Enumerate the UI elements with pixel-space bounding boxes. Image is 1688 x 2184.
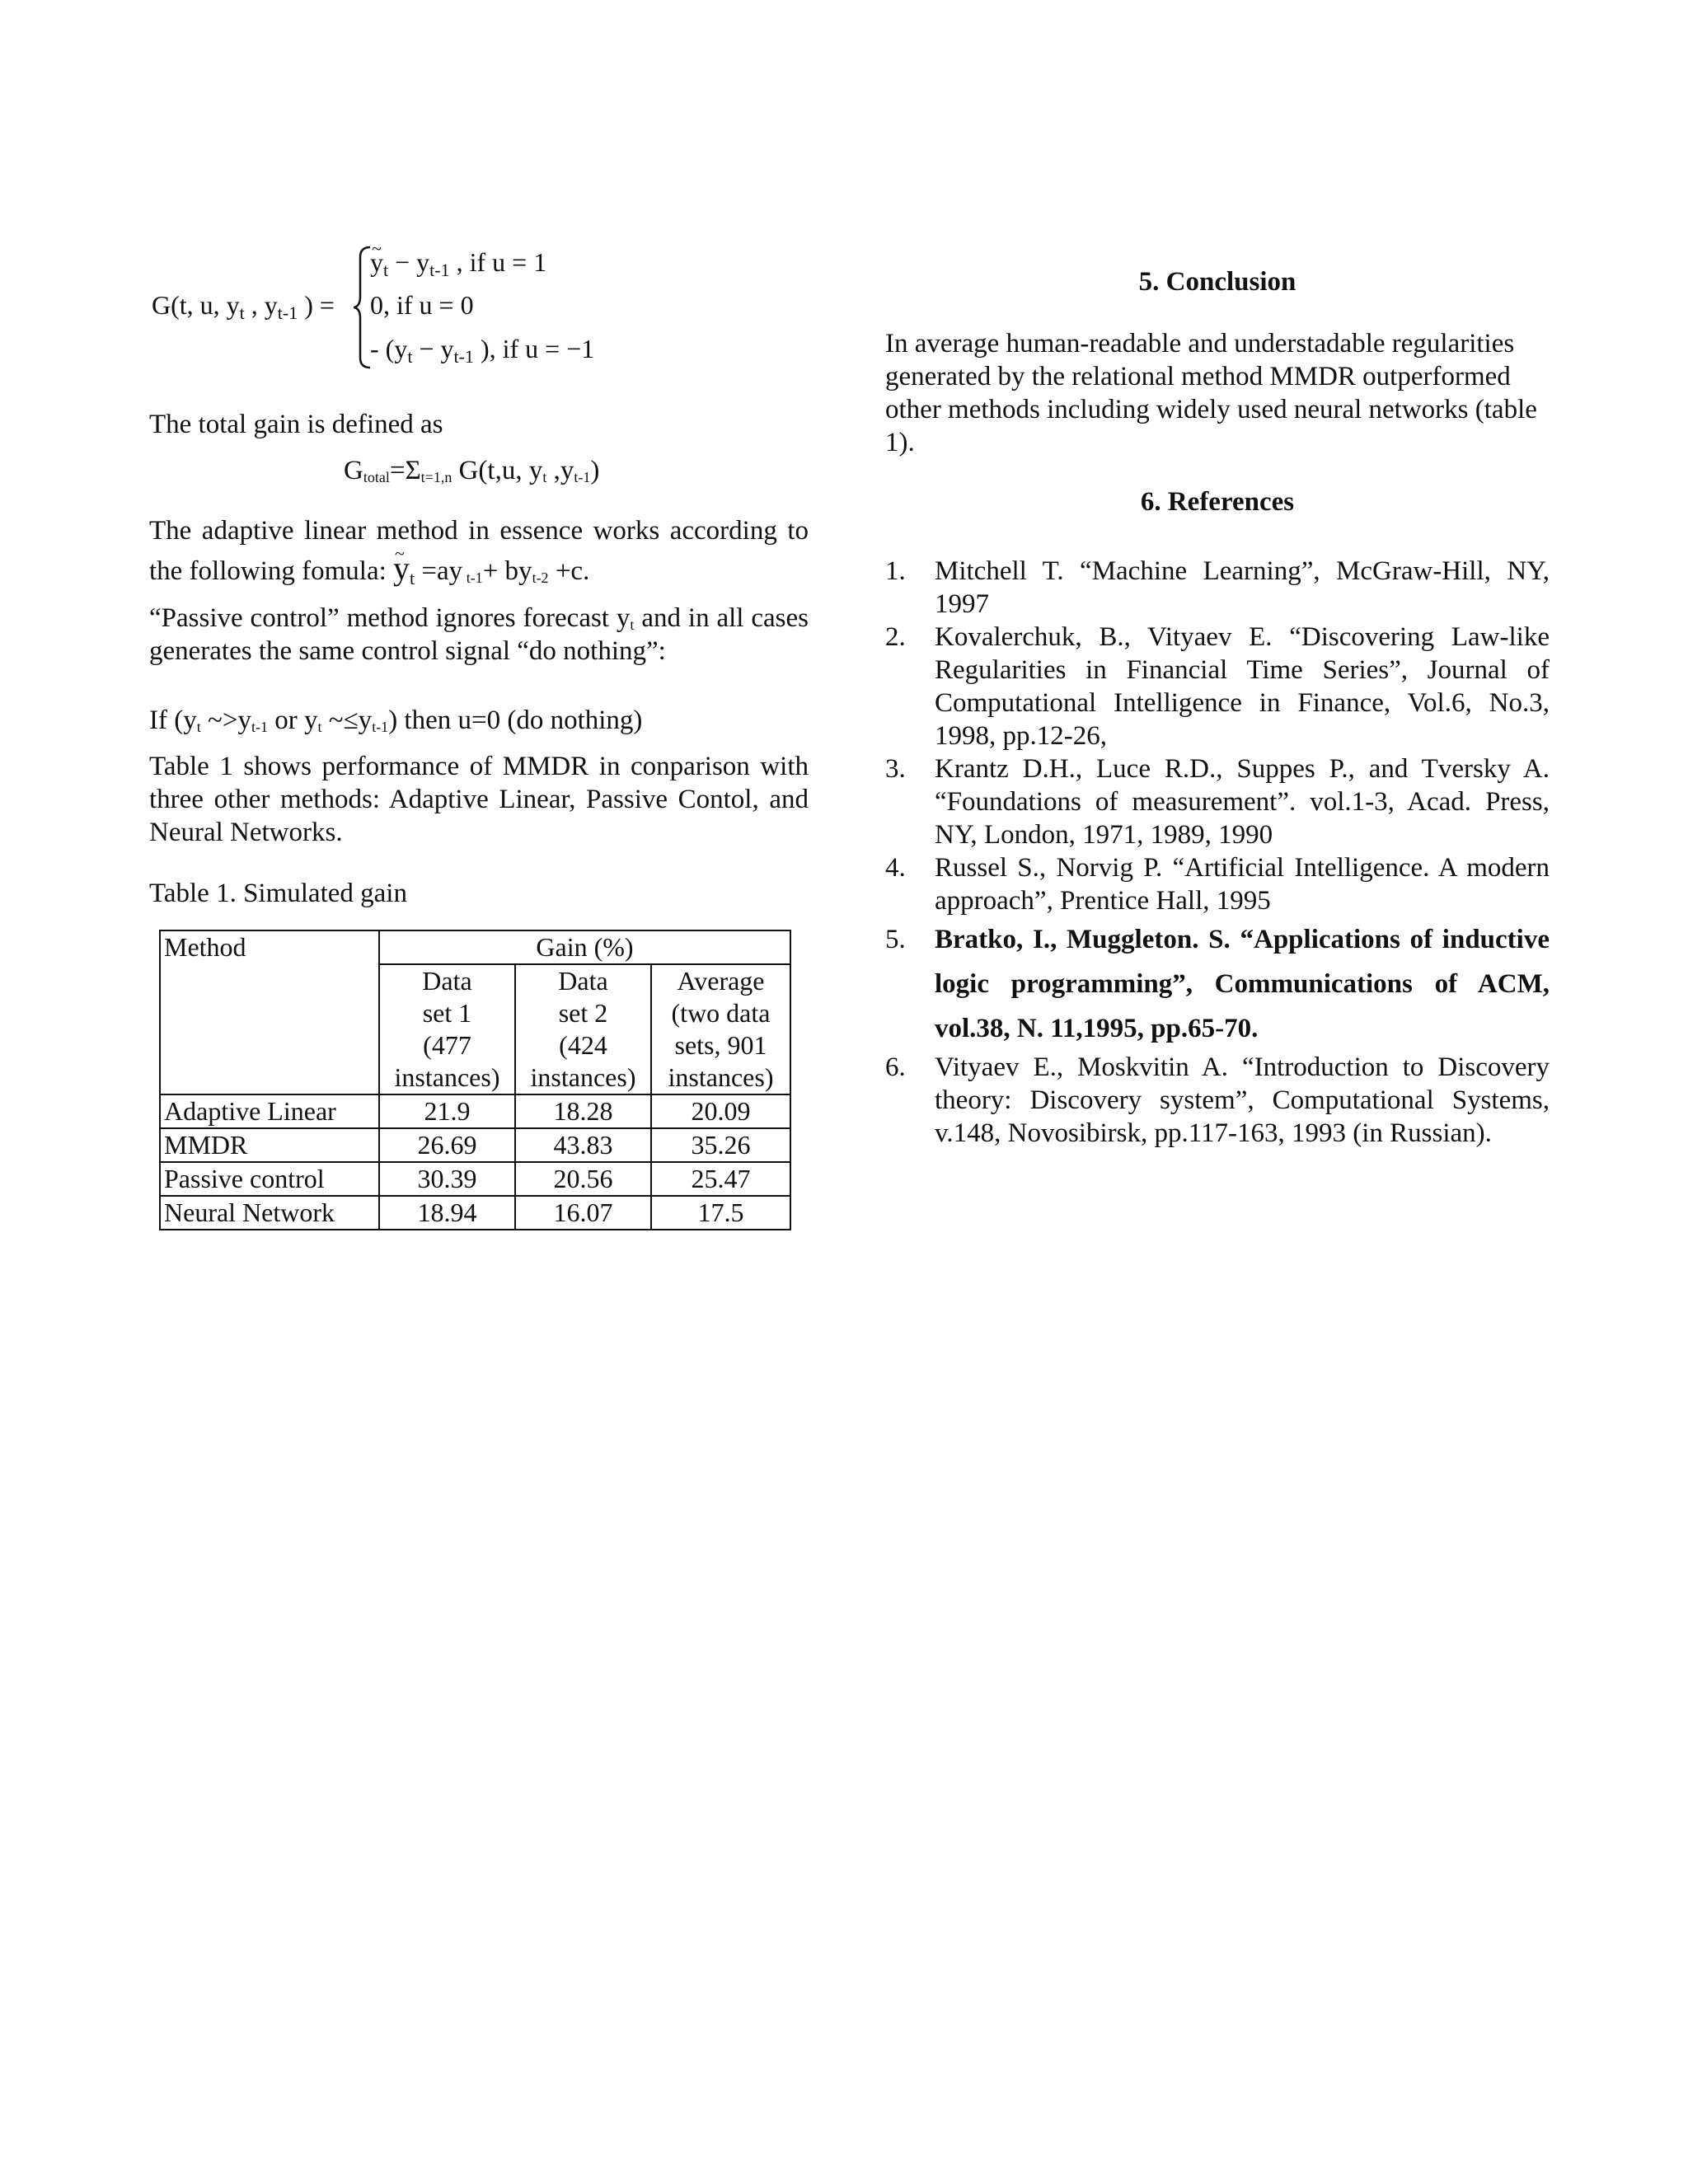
- table-caption: Table 1. Simulated gain: [149, 879, 407, 908]
- table-header-row: [160, 930, 790, 964]
- reference-item: 4. Russel S., Norvig P. “Artificial Intelligence. A modern approach”, Prentice Hall, 1995: [885, 853, 1550, 916]
- simulated-gain-table: [159, 930, 791, 1230]
- passive-control-paragraph: “Passive control” method ignores forecast $y_t$ and in all cases generates the same control signal “do nothing”:: [149, 603, 809, 666]
- reference-item: 2. Kovalerchuk, B., Vityaev E. “Discovering Law-like Regularities in Financial Time Series”, Journal of Computational Intelligence in Finance, Vol.6, No.3, 1998, pp.12-26,: [885, 622, 1550, 751]
- total-gain-formula: $G_{total}=\Sigma_{t=1,n}$ G(t,u, $y_t$ $,y_{t-1}$): [344, 456, 600, 485]
- right-column: [885, 231, 1550, 1150]
- references-list: [885, 555, 1550, 1150]
- header-dataset-1: Data set 1 (477 instances): [379, 964, 515, 1094]
- formula-case-2: 0, if u = 0: [370, 290, 474, 320]
- conclusion-paragraph: In average human-readable and understadable regularities generated by the relational method MMDR outperformed other methods including widely used neural networks (table 1).: [885, 329, 1537, 457]
- formula-case-1: ~ $y_t - y_{t-1}$ , if u = 1: [370, 246, 546, 279]
- adaptive-linear-paragraph: The adaptive linear method in essence works according to the following fomula: ~ $y_t =ay$ $_{t-1}+ by_{t-2} +c$.: [149, 512, 809, 590]
- table-row: Neural Network 18.94 16.07 17.5: [160, 1196, 790, 1230]
- left-column: [149, 231, 809, 1230]
- passive-rule: If ($y_t$ $\sim>y_{t-1}$ or $y_t$ $\sim\le y_{t-1}$) then u=0 (do nothing): [149, 705, 643, 735]
- table-row: Passive control 30.39 20.56 25.47: [160, 1162, 790, 1196]
- table-row: MMDR 26.69 43.83 35.26: [160, 1128, 790, 1162]
- reference-item: 5. Bratko, I., Muggleton. S. “Applications of inductive logic programming”, Communications of ACM, vol.38, N. 11,1995, pp.65-70.: [885, 925, 1550, 1043]
- table-row: Adaptive Linear 21.9 18.28 20.09: [160, 1094, 790, 1128]
- formula-case-3: - ($y_t - y_{t-1}$ ), if u = −1: [370, 334, 595, 367]
- header-gain: Gain (%): [379, 930, 790, 964]
- formula-lhs: G(t, u, $y_t$ , $y_{t-1}$ ) =: [152, 290, 335, 323]
- conclusion-heading: 5. Conclusion: [1138, 267, 1296, 297]
- header-method: Method: [160, 930, 379, 1094]
- reference-item: 6. Vityaev E., Moskvitin A. “Introduction to Discovery theory: Discovery system”, Computational Systems, v.148, Novosibirsk, pp.117-163, 1993 (in Russian).: [885, 1052, 1550, 1148]
- header-average: Average (two data sets, 901 instances): [651, 964, 790, 1094]
- reference-item: 3. Krantz D.H., Luce R.D., Suppes P., and Tversky A. “Foundations of measurement”. vol.1-3, Acad. Press, NY, London, 1971, 1989, 1990: [885, 754, 1550, 850]
- references-heading: 6. References: [1140, 487, 1295, 517]
- table-intro-paragraph: Table 1 shows performance of MMDR in conparison with three other methods: Adaptive Linear, Passive Contol, and Neural Networks.: [149, 752, 809, 847]
- total-gain-text: The total gain is defined as: [149, 410, 443, 439]
- gain-function-formula: [149, 231, 809, 383]
- header-dataset-2: Data set 2 (424 instances): [515, 964, 651, 1094]
- reference-item: 1. Mitchell T. “Machine Learning”, McGraw-Hill, NY, 1997: [885, 556, 1550, 619]
